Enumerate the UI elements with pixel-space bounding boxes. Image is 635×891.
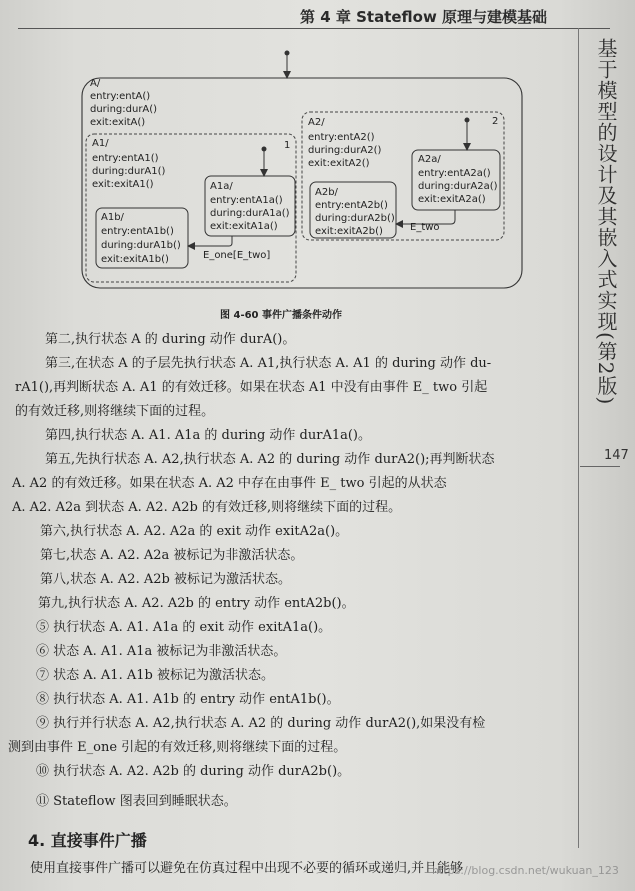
section-heading: 4. 直接事件广播: [28, 831, 147, 850]
paragraph-line: 使用直接事件广播可以避免在仿真过程中出现不必要的循环或递归,并且能够: [30, 861, 464, 876]
transition-E-one-label: E_one[E_two]: [203, 250, 271, 261]
state-A1-order: 1: [284, 140, 291, 151]
state-A-entry: entry:entA(): [90, 91, 151, 102]
paragraph-line: 第九,执行状态 A. A2. A2b 的 entry 动作 entA2b()。: [38, 596, 355, 611]
paragraph-line: ⑤ 执行状态 A. A1. A1a 的 exit 动作 exitA1a()。: [36, 620, 332, 635]
side-book-title: 基于模型的设计及其嵌入式实现(第2版): [594, 38, 618, 406]
state-A2-exit: exit:exitA2(): [308, 158, 370, 169]
figure-caption: 图 4-60 事件广播条件动作: [220, 310, 342, 321]
paragraph-line: 第四,执行状态 A. A1. A1a 的 during 动作 durA1a()。: [45, 428, 372, 443]
paragraph-line: ⑧ 执行状态 A. A1. A1b 的 entry 动作 entA1b()。: [36, 692, 340, 707]
paragraph-line: 第五,先执行状态 A. A2,执行状态 A. A2 的 during 动作 durA2();再判断状态: [45, 452, 495, 467]
default-transition-dot: [285, 51, 290, 56]
transition-A1a-A1b: [188, 236, 232, 246]
paragraph-line: 第六,执行状态 A. A2. A2a 的 exit 动作 exitA2a()。: [40, 524, 349, 539]
watermark: https://blog.csdn.net/wukuan_123: [432, 864, 619, 877]
A2a-default-dot: [465, 118, 470, 123]
paragraph-line: 第八,状态 A. A2. A2b 被标记为激活状态。: [40, 572, 291, 587]
paragraph-line: ⑪ Stateflow 图表回到睡眠状态。: [36, 794, 237, 809]
paragraph-line: A. A2. A2a 到状态 A. A2. A2b 的有效迁移,则将继续下面的过程。: [12, 500, 402, 515]
paragraph-line: A. A2 的有效迁移。如果在状态 A. A2 中存在由事件 E_ two 引起的从状态: [12, 476, 447, 491]
state-A1-entry: entry:entA1(): [92, 153, 159, 164]
state-A2a-name: A2a/: [418, 154, 441, 165]
state-A1b-exit: exit:exitA1b(): [101, 254, 169, 265]
page-number: 147: [604, 448, 629, 463]
state-A1-exit: exit:exitA1(): [92, 179, 154, 190]
state-A2a-entry: entry:entA2a(): [418, 168, 491, 179]
state-A2b-name: A2b/: [315, 187, 338, 198]
running-header: 第 4 章 Stateflow 原理与建模基础: [300, 8, 548, 26]
state-A-name: A/: [90, 78, 101, 89]
paragraph-line: 第二,执行状态 A 的 during 动作 durA()。: [45, 332, 296, 347]
paragraph-line: ⑥ 状态 A. A1. A1a 被标记为非激活状态。: [36, 644, 287, 659]
state-A-during: during:durA(): [90, 104, 158, 115]
transition-E-two-label: E_two: [410, 222, 440, 233]
state-A1a-during: during:durA1a(): [210, 208, 290, 219]
state-A2-during: during:durA2(): [308, 145, 382, 156]
state-A2b-entry: entry:entA2b(): [315, 200, 388, 211]
state-A1b-entry: entry:entA1b(): [101, 226, 174, 237]
state-A2-entry: entry:entA2(): [308, 132, 375, 143]
state-A2a-exit: exit:exitA2a(): [418, 194, 486, 205]
state-A1-during: during:durA1(): [92, 166, 166, 177]
paragraph-line: 测到由事件 E_one 引起的有效迁移,则将继续下面的过程。: [8, 740, 347, 755]
state-A1-name: A1/: [92, 138, 109, 149]
paragraph-line: 的有效迁移,则将继续下面的过程。: [15, 404, 215, 419]
state-A2a-during: during:durA2a(): [418, 181, 498, 192]
state-A1b-during: during:durA1b(): [101, 240, 181, 251]
state-A1a-exit: exit:exitA1a(): [210, 221, 278, 232]
state-A1b-name: A1b/: [101, 212, 124, 223]
state-A1a-entry: entry:entA1a(): [210, 195, 283, 206]
paragraph-line: rA1(),再判断状态 A. A1 的有效迁移。如果在状态 A1 中没有由事件 E_ two 引起: [15, 380, 488, 395]
state-A1a-name: A1a/: [210, 181, 233, 192]
state-A2-order: 2: [492, 116, 499, 127]
A1a-default-dot: [262, 147, 267, 152]
state-A2b-during: during:durA2b(): [315, 213, 395, 224]
paragraph-line: ⑦ 状态 A. A1. A1b 被标记为激活状态。: [36, 668, 274, 683]
paragraph-line: ⑨ 执行并行状态 A. A2,执行状态 A. A2 的 during 动作 durA2(),如果没有检: [36, 716, 486, 731]
paragraph-line: 第七,状态 A. A2. A2a 被标记为非激活状态。: [40, 548, 304, 563]
state-A-exit: exit:exitA(): [90, 117, 146, 128]
paragraph-line: 第三,在状态 A 的子层先执行状态 A. A1,执行状态 A. A1 的 during 动作 du-: [45, 356, 492, 371]
state-A2-name: A2/: [308, 117, 325, 128]
paragraph-line: ⑩ 执行状态 A. A2. A2b 的 during 动作 durA2b()。: [36, 764, 351, 779]
state-A2b-exit: exit:exitA2b(): [315, 226, 383, 237]
